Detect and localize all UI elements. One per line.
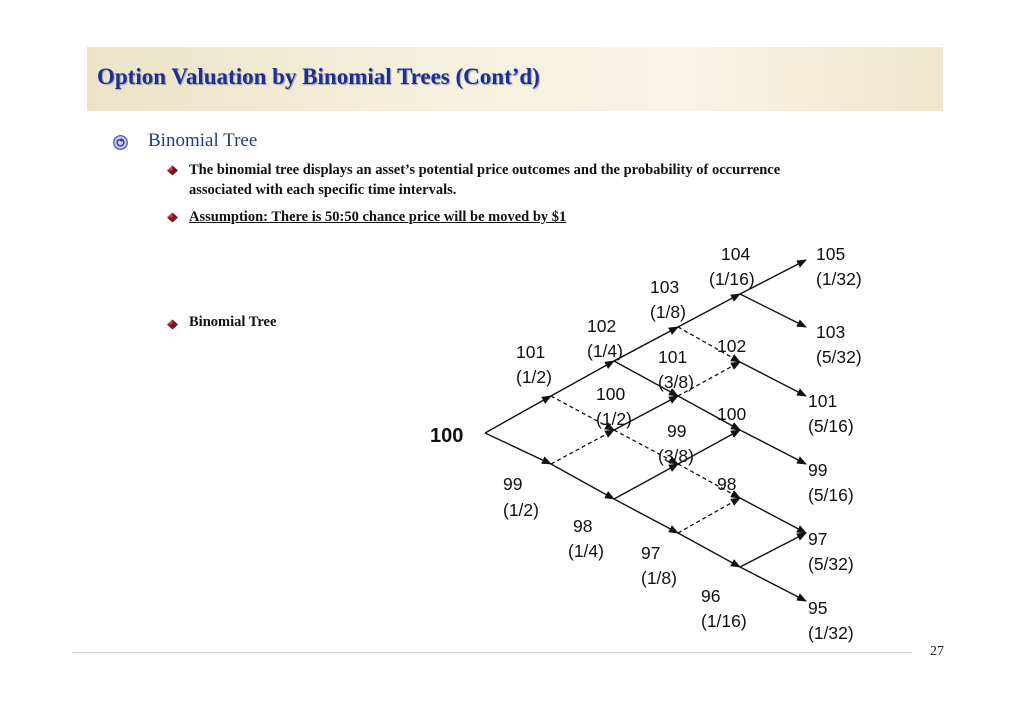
branch [485, 396, 551, 433]
assumption-text: Assumption: There is 50:50 chance price will be moved by $1 [189, 209, 567, 225]
node-prob: (5/32) [808, 554, 854, 574]
node-price: 100 [717, 404, 747, 424]
node-price: 99 [667, 421, 687, 441]
node-prob: (1/32) [816, 269, 862, 289]
node-prob: (1/4) [568, 541, 604, 561]
branch [678, 533, 740, 567]
node-price: 104 [721, 244, 751, 264]
branch [740, 294, 806, 327]
node-prob: (3/8) [658, 372, 694, 392]
footer-divider [72, 652, 912, 653]
bullet-line: associated with each specific time intervals. [189, 182, 457, 198]
node-price: 95 [808, 598, 828, 618]
node-prob: (1/2) [516, 367, 552, 387]
node-prob: (5/32) [816, 347, 862, 367]
node-price: 97 [641, 543, 661, 563]
page-number: 27 [930, 644, 944, 659]
branch [740, 430, 806, 464]
branch [551, 464, 614, 499]
branch [740, 533, 806, 567]
node-price: 98 [717, 474, 737, 494]
node-price: 99 [503, 474, 523, 494]
node-price: 99 [808, 460, 828, 480]
node-prob: (1/8) [650, 302, 686, 322]
node-prob: (1/16) [709, 269, 755, 289]
branch [485, 433, 551, 464]
node-prob: (1/4) [587, 341, 623, 361]
branch [740, 362, 806, 396]
node-prob: (1/32) [808, 623, 854, 643]
bullet-line: The binomial tree displays an asset’s potential price outcomes and the probability of occurrence [189, 162, 781, 178]
slide-title: Option Valuation by Binomial Trees (Cont’d) [97, 64, 540, 89]
node-prob: (1/16) [701, 611, 747, 631]
node-prob: (1/8) [641, 568, 677, 588]
branch [614, 464, 678, 499]
branch [678, 294, 740, 327]
node-price: 103 [650, 277, 680, 297]
dashed-branches [551, 327, 740, 533]
node-price: 102 [587, 316, 617, 336]
root-price: 100 [430, 425, 464, 447]
node-price: 98 [573, 516, 593, 536]
node-prob: (5/16) [808, 416, 854, 436]
node-price: 96 [701, 586, 721, 606]
branch [740, 498, 806, 533]
node-price: 105 [816, 244, 846, 264]
section-heading: Binomial Tree [148, 130, 258, 151]
node-prob: (1/2) [503, 500, 539, 520]
node-price: 101 [516, 342, 546, 362]
branch [614, 499, 678, 533]
node-price: 101 [808, 391, 838, 411]
node-prob: (3/8) [658, 446, 694, 466]
node-price: 102 [717, 336, 747, 356]
node-prob: (1/2) [596, 409, 632, 429]
branch [551, 430, 614, 464]
node-price: 97 [808, 529, 828, 549]
node-prob: (5/16) [808, 485, 854, 505]
branch [678, 498, 740, 533]
node-price: 100 [596, 384, 626, 404]
branch [740, 567, 806, 601]
node-price: 103 [816, 322, 846, 342]
node-price: 101 [658, 347, 688, 367]
bullet-binomial-tree: Binomial Tree [189, 314, 277, 330]
